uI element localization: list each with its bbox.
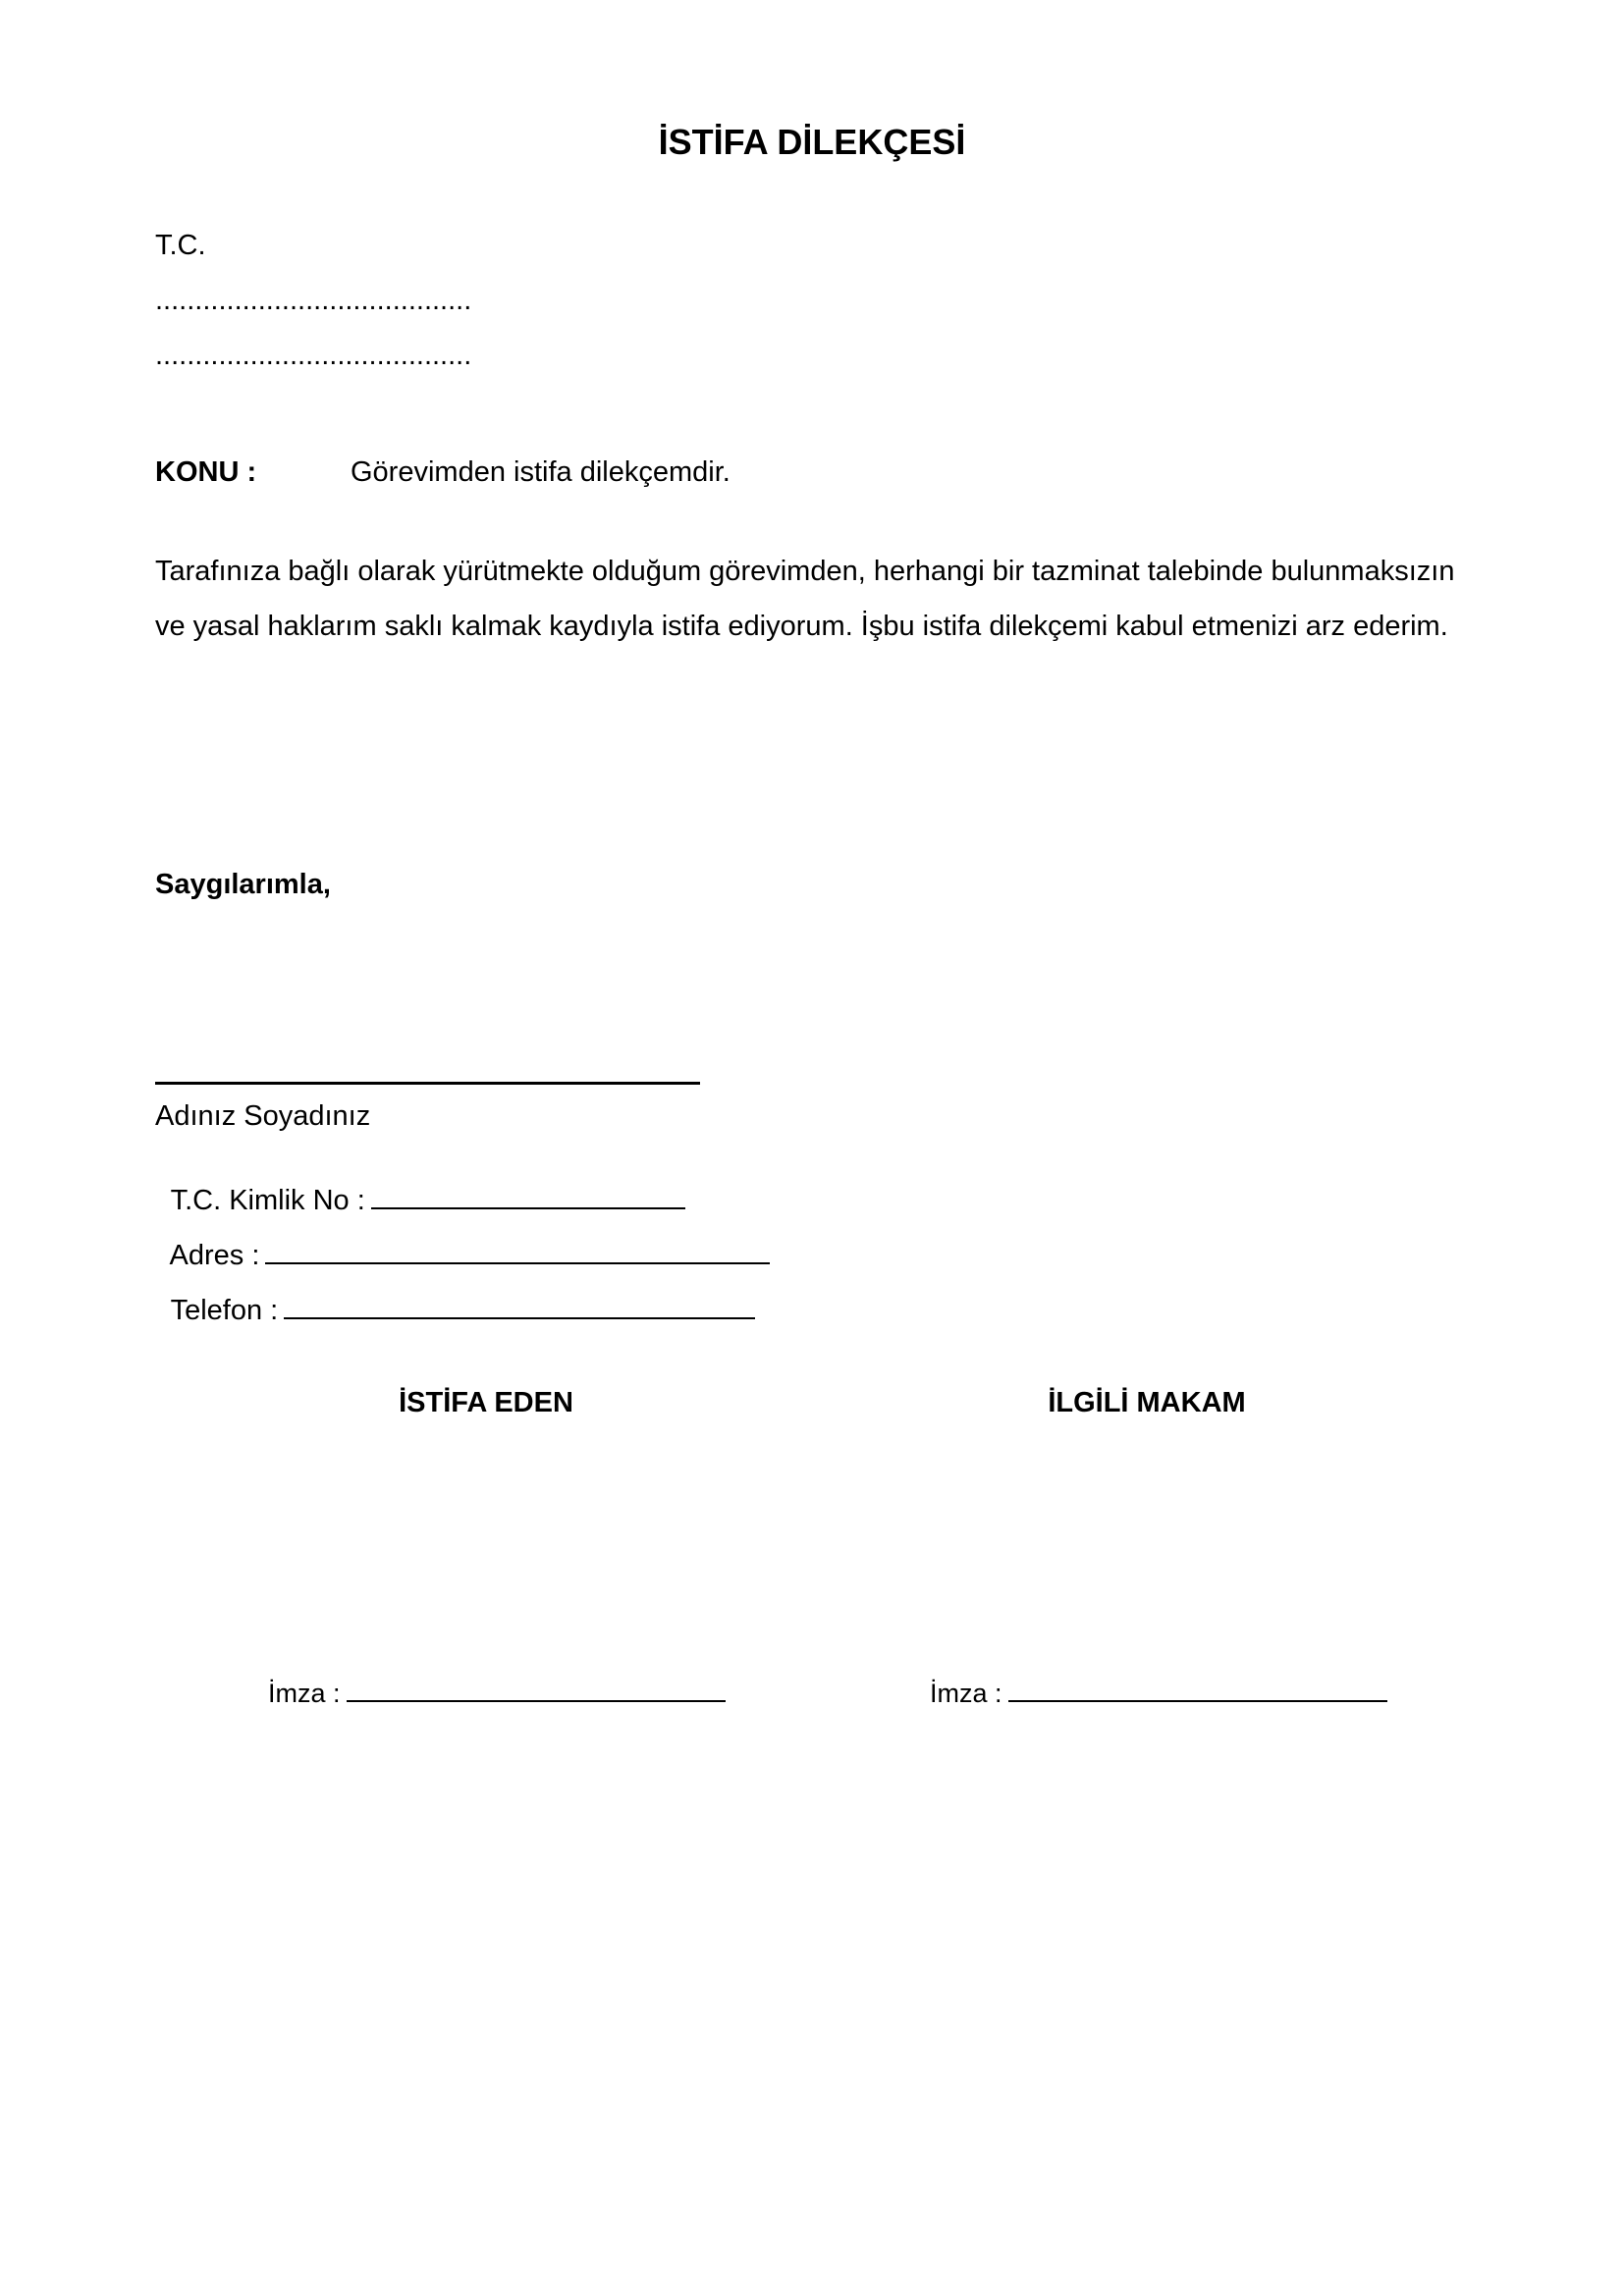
authority-signature-row — [915, 1652, 1387, 1707]
signer-id-field[interactable] — [371, 1186, 685, 1209]
signer-phone-label: Telefon : — [170, 1295, 279, 1326]
resigner-signature-label: İmza : — [268, 1679, 341, 1708]
resigner-title: İSTİFA EDEN — [399, 1387, 573, 1418]
resigner-signature-field[interactable] — [347, 1679, 726, 1702]
addressee-line-2: ........................................ — [155, 285, 472, 316]
signer-address-field[interactable] — [265, 1241, 770, 1264]
addressee-line-1: T.C. — [155, 230, 206, 261]
signer-id-row — [155, 1157, 685, 1215]
signer-address-label: Adres : — [169, 1240, 260, 1271]
signature-line — [155, 1082, 700, 1085]
authority-title: İLGİLİ MAKAM — [1048, 1387, 1246, 1418]
closing-text: Saygılarımla, — [155, 869, 331, 900]
signer-id-label: T.C. Kimlik No : — [170, 1185, 365, 1216]
subject-label: KONU : — [155, 456, 257, 488]
body-paragraph: Tarafınıza bağlı olarak yürütmekte olduğum görevimden, herhangi bir tazminat talebinde bulunmaksızın ve yasal haklarım saklı kalmak kaydıyla istifa ediyorum. İşbu istifa dilekçemi kabul etmenizi arz ederim. — [155, 556, 1455, 642]
signer-phone-field[interactable] — [284, 1296, 755, 1319]
signer-name-label: Adınız Soyadınız — [155, 1100, 371, 1132]
authority-signature-label: İmza : — [930, 1679, 1002, 1708]
signer-address-row — [155, 1212, 770, 1270]
authority-signature-field[interactable] — [1008, 1679, 1387, 1702]
resigner-signature-row — [253, 1652, 726, 1707]
addressee-line-3: ........................................ — [155, 340, 472, 371]
signer-phone-row — [155, 1267, 755, 1325]
document-title: İSTİFA DİLEKÇESİ — [658, 122, 966, 162]
subject-text: Görevimden istifa dilekçemdir. — [351, 456, 731, 488]
